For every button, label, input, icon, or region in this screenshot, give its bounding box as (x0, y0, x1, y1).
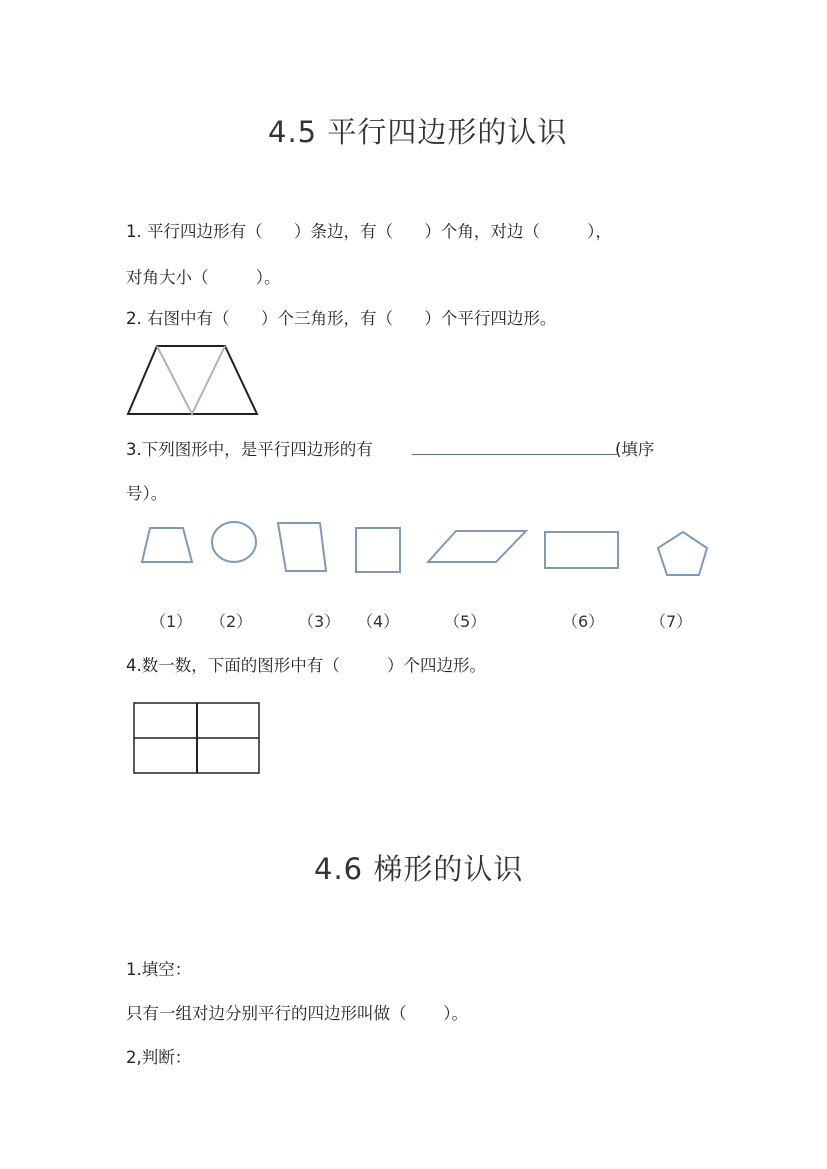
trapezoid-figure (126, 344, 261, 419)
shape-4-square (354, 526, 404, 576)
question-4: 4.数一数，下面的图形中有（ ）个四边形。 (126, 656, 486, 675)
question-3-line-2: 号）。 (126, 484, 168, 503)
section-2-question-1-text: 只有一组对边分别平行的四边形叫做（ ）。 (126, 1004, 468, 1023)
shape-label-1: （1） (150, 612, 193, 631)
shape-label-2: （2） (210, 612, 253, 631)
shape-label-4: （4） (357, 612, 400, 631)
shape-label-7: （7） (650, 612, 693, 631)
shape-6-rectangle (543, 530, 623, 572)
shape-label-6: （6） (562, 612, 605, 631)
section-2-question-2-heading: 2,判断： (126, 1048, 192, 1067)
shape-3-parallelogram (276, 521, 331, 576)
grid-figure (133, 702, 263, 778)
question-3-line-1: 3.下列图形中，是平行四边形的有 (126, 440, 373, 459)
shape-2-circle (208, 520, 258, 565)
section-2-question-1-heading: 1.填空： (126, 960, 192, 979)
answer-blank-line (412, 454, 617, 455)
section-title: 4.5 平行四边形的认识 (268, 115, 568, 149)
question-3-suffix: (填序 (615, 440, 655, 459)
question-1-line-2: 对角大小（ ）。 (126, 268, 281, 287)
question-1-line-1: 1. 平行四边形有（ ）条边，有（ ）个角，对边（ ）， (126, 222, 612, 241)
shape-label-3: （3） (298, 612, 341, 631)
shape-1-trapezoid (140, 526, 200, 571)
question-2: 2. 右图中有（ ）个三角形，有（ ）个平行四边形。 (126, 309, 557, 328)
shape-5-parallelogram (426, 529, 531, 569)
section-2-title: 4.6 梯形的认识 (314, 852, 524, 886)
shape-label-5: （5） (444, 612, 487, 631)
shape-7-pentagon (655, 530, 711, 578)
